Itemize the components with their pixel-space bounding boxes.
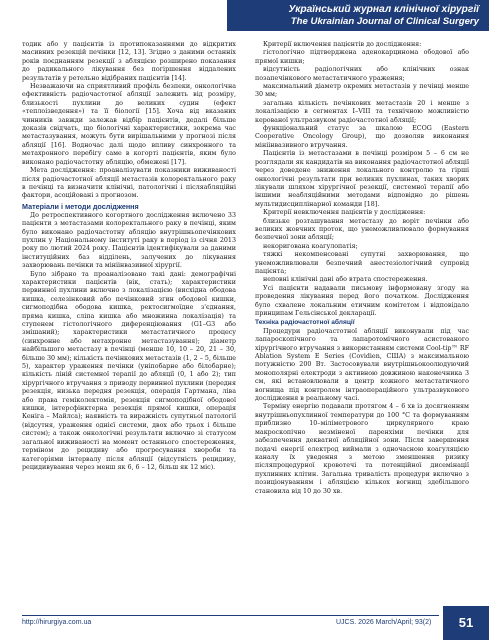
right-column xyxy=(255,41,469,496)
list-item: гістологічно підтверджена аденокарцинома ободової або прямої кишки; xyxy=(255,49,469,65)
list-item: відсутність радіологічних або клінічних ознак позапечінкового метастатичного ураження; xyxy=(255,66,469,82)
journal-title-en: The Ukrainian Journal of Clinical Surgery xyxy=(290,16,479,27)
list-item: некоригована коагулопатія; xyxy=(263,242,358,250)
paragraph: Усі пацієнти надавали письмову інформовану згоду на проведення лікування перед його початком. Дослідження було схвалене локальним етичним комітетом і відповідало принципам Гельсінської декларації. xyxy=(255,284,469,317)
section-heading-methods: Матеріали і методи дослідження xyxy=(22,201,139,211)
paragraph: До ретроспективного когортного дослідження включено 33 пацієнти з метастазами колоректального раку в печінці, яким було виконано радіочастотну абляцію внутрішньопечінкових пухлин у Національному інституті раку в період із січня 2013 року по лютий 2024 року. Пацієнтів ідентифікували за даними інституційних баз відділень, залучених до лікування захворювань печінки та мініінвазивної хірургії. xyxy=(22,211,236,270)
journal-title-ua: Український журнал клінічної хірургії xyxy=(288,4,479,15)
journal-url[interactable]: http://hirurgiya.com.ua xyxy=(22,619,92,626)
journal-header xyxy=(227,0,489,31)
footer-divider xyxy=(22,615,439,616)
paragraph: Було зібрано та проаналізовано такі дані: демографічні характеристики пацієнтів (вік, стать); характеристики первинної пухлини включно з локалізацією (висхідна ободова кишка, селезінковий або печінковий згин ободової кишки, сигмоподібна ободова кишка, ректосигмоїдне з'єднання, пряма кишка, сліпа кишка або множинна локалізація) та ступенем гістологічного диференціювання (G1–G3 або змішаний); характеристики метастатичного процесу (синхронне або метахронне метастазування); діаметр найбільшого метастазу в печінці (менше 10, 10 – 20, 21 – 30, більше 30 мм); кількість печінкових метастазів (1, 2 – 5, більше 5), характер ураження печінки (уніпобарне або білобарне); кількість ліній системної терапії до абляції (0, 1 або 2); тип хірургічного втручання з приводу первинної пухлини (передня резекція, низька передня резекція, операція Гартмана, ліва або права геміколектомія, резекція сигмоподібної ободової кишки, інтерсфінктерна резекція прямої кишки, операція Кеніга – Майлса); наявність та виражність супутньої патології (відсутня, ураження однієї системи, двох або трьох і більше систем); а також онкологічні результати включно зі статусом загальної виживаності на момент останнього спостереження, терміном до рецидиву або прогресування хвороби та категоріями інтервалу після абляції (відсутність рецидиву, рецидивування через менш як 6, 6 – 12, більш як 12 міс). xyxy=(22,270,236,471)
paragraph: Критерії невключення пацієнтів у дослідження: xyxy=(263,209,426,217)
list-item: тяжкі некомпенсовані супутні захворювання, що унеможливлювали безпечний анестезіологічний супровід пацієнта; xyxy=(255,251,469,275)
citation: UJCS. 2026 March/April; 93(2) xyxy=(336,619,432,626)
list-item: близьке розташування метастазу до воріт печінки або великих жовчних проток, що унеможливлювало формування безпечної зони абляції; xyxy=(255,217,469,242)
page-number: 51 xyxy=(443,606,489,640)
paragraph: Критерії включення пацієнтів до дослідження: xyxy=(263,41,422,48)
list-item: загальна кількість печінкових метастазів 20 і менше з локалізацією в сегментах I–VIII та технічною можливістю керованої ультразвуком радіочастотної абляції; xyxy=(255,99,469,124)
paragraph: Незважаючи на сприятливий профіль безпеки, онкологічна ефективність радіочастотної абляції залежить від розміру, близькості пухлини до великих судин (ефект «теплоізведення») та її біології [15]. Хоча від вказаних чинників завжди залежав відбір пацієнтів, дедалі більше доказів свідчать, що біологічні характеристики, зокрема час метастазування, можуть бути вирішальними у прогнозі після абляції [16]. Водночас далі щодо впливу синхронного та метахронного перебігу саме в когорті пацієнтів, яким було виконано радіочастотну абляцію, обмежені [17]. xyxy=(22,83,236,166)
paragraph: Терміну енергію подавали протягом 4 – 6 хв із досягненням внутрішньопухлинної температури до 100 °С та формуванням приблизно 10–міліметрового циркулярного краю макроскопічно незміненої паренхіми печінки для забезпечення декватної абляційної зони. Після завершення подачі енергії електрод виймали з одночасною коагуляцією каналу їх уведення з метою зменшення ризику післяпроцедурної кровотечі та потенційної дисемінації пухлинних клітин. Загальна тривалість процедури включно з позиціонуванням і абляцією кількох вогнищ здебільшого становила від 10 до 30 хв. xyxy=(255,403,469,495)
list-item: неповні клінічні дані або втрата спостереження. xyxy=(263,276,428,284)
paragraph: Мета дослідження: проаналізувати показники виживаності після радіочастотної абляції метастазів колоректального раку в печінці та визначити клінічні, патологічні і післяабляційні фактори, асоційовані з прогнозом. xyxy=(22,167,236,200)
list-item: максимальний діаметр окремих метастазів у печінці менше 30 мм; xyxy=(255,83,469,99)
subsection-heading-technique: Техніка радіочастотної абляції xyxy=(255,319,355,327)
paragraph: Пацієнтів із метастазами в печінці розміром 5 – 6 см не розглядали як кандидатів на виконання радіочастотної абляції через доведене зниження локального контролю та гірші онкологічні результати при великих пухлинах, таких хворих лікували шляхом хірургічної резекції, системної терапії або іншими неабляційними методами відповідно до рішень мультидисциплінарної команди [18]. xyxy=(255,150,469,208)
list-item: функціональний статус за шкалою ECOG (Eastern Cooperative Oncology Group), що дозволяв виконання мініінвазивного втручання. xyxy=(255,125,469,149)
left-column xyxy=(22,41,236,472)
paragraph: тодик або у пацієнтів із протипоказаннями до відкритих масивних резекцій печінки [12, 13]. Згідно з даними останніх років поєднанням резекції з абляцією розширено показання до радикального лікування без погіршення віддалених результатів у ретельно відібраних пацієнтів [14]. xyxy=(22,41,236,82)
paragraph: Процедури радіочастотної абляції виконували під час лапароскопічного та лапаротомічного асистованого хірургічного втручання з використанням системи Cool-tip™ RF Ablation System E Series (Covidien, США) з максимальною потужністю 200 Вт. Застосовували внутрішньокоолюдуючий монополярні електроди з активною довжиною наконечника 3 см, які встановлювали в центр кожного метастатичного вогнища під контролем інтраопераційного ультразвукового дослідження в реальному часі. xyxy=(255,327,469,403)
